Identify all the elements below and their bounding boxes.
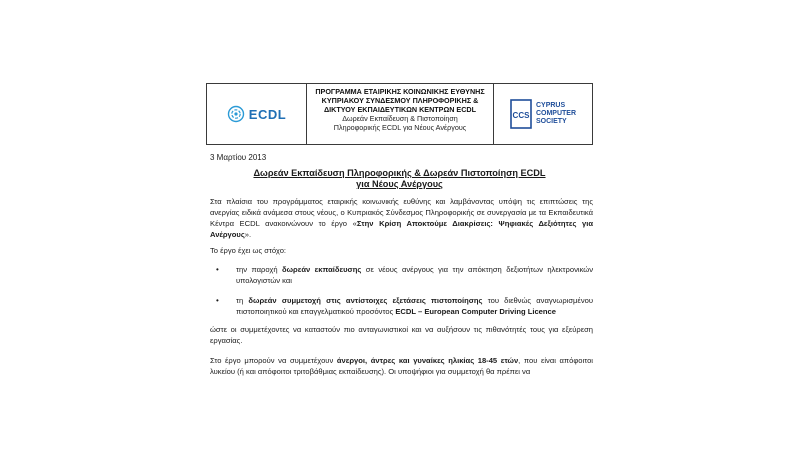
ccs-logo-cell	[494, 84, 592, 144]
title-line-2: για Νέους Ανέργους	[356, 179, 443, 189]
ccs-line-3: SOCIETY	[535, 118, 567, 125]
intro-paragraph	[210, 196, 593, 240]
ecdl-logo	[227, 105, 286, 123]
bullet-1-text: την παροχή δωρεάν εκπαίδευσης σε νέους ανέργους για την απόκτηση δεξιοτήτων ηλεκτρονικών υπολογιστών και	[236, 265, 593, 285]
ecdl-logo-cell	[207, 84, 307, 144]
bullet-2-text: τη δωρεάν συμμετοχή στις αντίστοιχες εξετάσεις πιστοποίησης του διεθνώς αναγνωρισμένου πιστοποιητικού και επαγγελματικού προσόντος ECDL – European Computer Driving Licence	[236, 296, 593, 316]
ccs-logo-text	[536, 102, 576, 126]
sub-line-1: Δωρεάν Εκπαίδευση & Πιστοποίηση	[342, 114, 458, 123]
project-name: Στην Κρίση Αποκτούμε Διακρίσεις: Ψηφιακές Δεξιότητες για Ανέργους	[210, 219, 594, 239]
sub-line-2: Πληροφορικής ECDL για Νέους Ανέργους	[333, 123, 467, 132]
org-line-2: ΚΥΠΡΙΑΚΟΥ ΣΥΝΔΕΣΜΟΥ ΠΛΗΡΟΦΟΡΙΚΗΣ &	[321, 96, 479, 105]
letterhead-title	[307, 84, 494, 144]
bullet-icon: •	[216, 265, 219, 274]
page-fade	[206, 398, 596, 428]
list-item	[216, 264, 593, 286]
org-line-1: ΠΡΟΓΡΑΜΜΑ ΕΤΑΙΡΙΚΗΣ ΚΟΙΝΩΝΙΚΗΣ ΕΥΘΥΝΗΣ	[315, 87, 485, 96]
closing-paragraph: ώστε οι συμμετέχοντες να καταστούν πιο ανταγωνιστικοί και να αυξήσουν τις πιθανότητές τους για εξεύρεση εργασίας.	[210, 325, 593, 345]
ccs-emblem-text: CCS	[512, 111, 530, 120]
eligibility-paragraph: Στο έργο μπορούν να συμμετέχουν άνεργοι, άντρες και γυναίκες ηλικίας 18-45 ετών, που είναι απόφοιτοι λυκείου (ή και απόφοιτοι τριτοβάθμιας εκπαίδευσης). Οι υποψήφιοι για συμμετοχή θα πρέπει να	[210, 356, 593, 376]
letterhead	[206, 83, 593, 145]
ecdl-globe-icon	[227, 105, 245, 123]
intro-tail: ».	[244, 230, 252, 239]
ccs-line-2: COMPUTER	[535, 110, 577, 117]
ccs-line-1: CYPRUS	[535, 102, 566, 109]
document-title	[206, 168, 593, 190]
bullet-icon: •	[216, 296, 219, 305]
intro-text: Στα πλαίσια του προγράμματος εταιρικής κοινωνικής ευθύνης και λαμβάνοντας υπόψη τις επιπτώσεις της ανεργίας ειδικά ανάμεσα στους νέους, ο Κυπριακός Σύνδεσμος Πληροφορικής σε συνεργασία με τα Εκπαιδευτικά Κέντρα ECDL ανακοινώνουν το έργο «	[210, 197, 593, 228]
title-line-1: Δωρεάν Εκπαίδευση Πληροφορικής & Δωρεάν Πιστοποίηση ECDL	[253, 168, 546, 178]
document-date: 3 Μαρτίου 2013	[210, 153, 267, 162]
ccs-emblem-icon	[510, 99, 532, 129]
goal-label: Το έργο έχει ως στόχο:	[210, 246, 287, 255]
list-item	[216, 295, 593, 317]
org-line-3: ΔΙΚΤΥΟΥ ΕΚΠΑΙΔΕΥΤΙΚΩΝ ΚΕΝΤΡΩΝ ECDL	[324, 105, 476, 114]
ecdl-logo-text: ECDL	[248, 106, 287, 122]
